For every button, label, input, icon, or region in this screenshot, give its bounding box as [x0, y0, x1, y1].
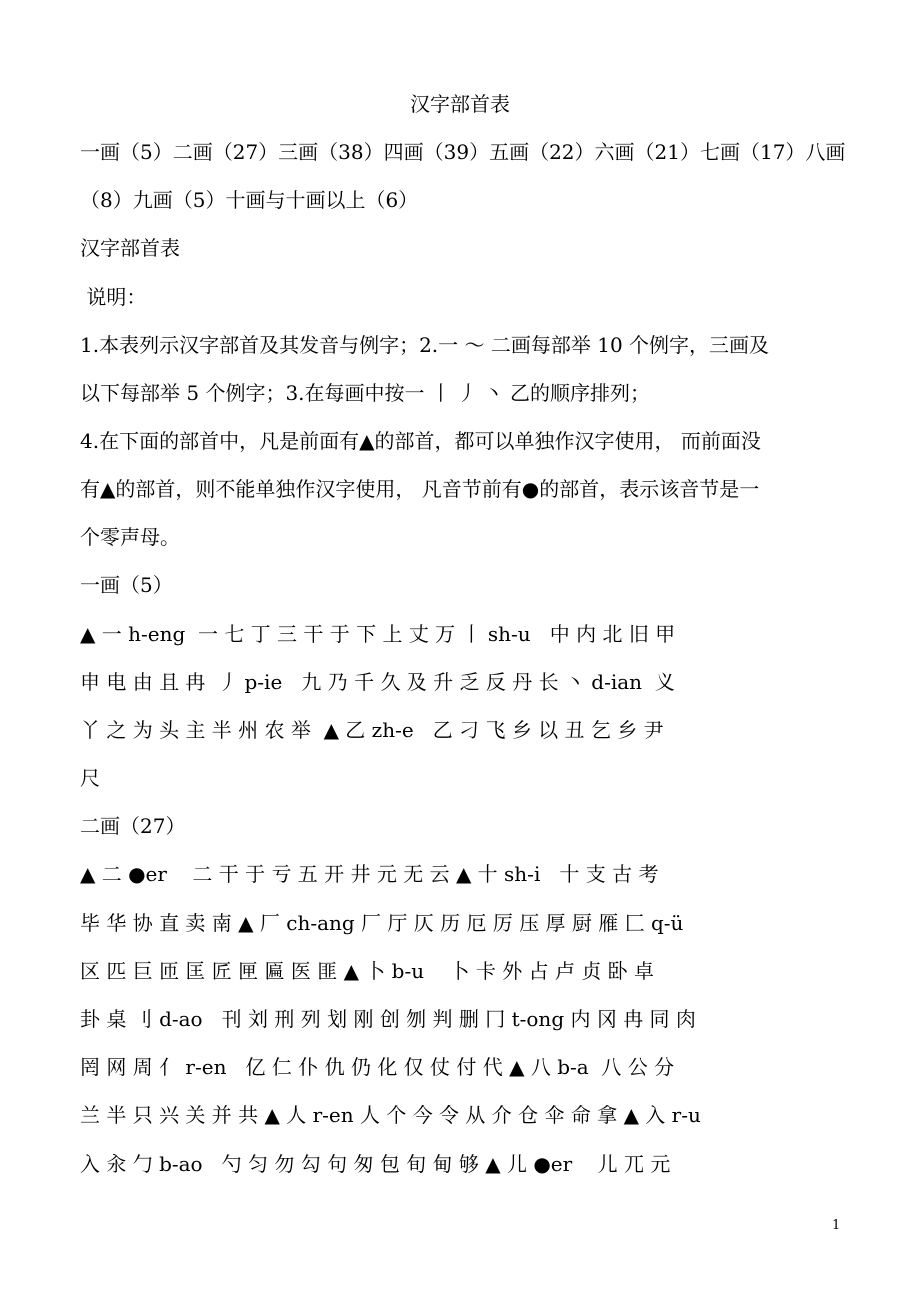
- stroke-2-title: 二画（27）: [80, 814, 186, 838]
- toc-line-1: 一画（5）二画（27）三画（38）四画（39）五画（22）六画（21）七画（17）八画: [80, 140, 846, 164]
- stroke-2-line: 罔 网 周 亻 r-en 亿 仁 仆 仇 仍 化 仅 仗 付 代 ▲ 八 b-a 八 公 分: [80, 1055, 675, 1079]
- stroke-2-line: ▲ 二 ●er 二 干 于 亏 五 开 井 元 无 云 ▲ 十 sh-i 十 支 古 考: [80, 862, 659, 886]
- stroke-2-line: 兰 半 只 兴 关 并 共 ▲ 人 r-en 人 个 今 令 从 介 仓 伞 命 拿 ▲ 入 r-u: [80, 1103, 701, 1127]
- section-heading: 汉字部首表: [80, 236, 180, 260]
- note-label: 说明：: [80, 285, 147, 309]
- stroke-1-title: 一画（5）: [80, 573, 173, 597]
- note-line-1: 1.本表列示汉字部首及其发音与例字；2.一 ～ 二画每部举 10 个例字，三画及: [80, 333, 770, 357]
- note-line-5: 个零声母。: [80, 525, 180, 549]
- stroke-2-line: 毕 华 协 直 卖 南 ▲ 厂 ch-ang 厂 厅 仄 历 厄 厉 压 厚 厨 雁 匚 q-ü: [80, 911, 684, 935]
- note-line-4: 有▲的部首，则不能单独作汉字使用， 凡音节前有●的部首，表示该音节是一: [80, 477, 760, 501]
- stroke-2-line: 卦 桌 刂 d-ao 刊 刘 刑 列 划 刚 创 刎 判 删 冂 t-ong 内 冈 冉 同 肉: [80, 1007, 696, 1031]
- page-title: 汉字部首表: [410, 92, 510, 116]
- stroke-2-line: 入 汆 勹 b-ao 勺 匀 勿 勾 句 匆 包 旬 甸 够 ▲ 儿 ●er 儿 兀 元: [80, 1152, 671, 1176]
- note-line-2: 以下每部举 5 个例字；3.在每画中按一 丨 丿 丶 乙的顺序排列；: [80, 381, 650, 405]
- note-line-3: 4.在下面的部首中，凡是前面有▲的部首，都可以单独作汉字使用， 而前面没: [80, 429, 761, 453]
- stroke-2-line: 区 匹 巨 匝 匡 匠 匣 匾 医 匪 ▲ 卜 b-u 卜 卡 外 占 卢 贞 卧 卓: [80, 959, 655, 983]
- stroke-1-line: 申 电 由 且 冉 丿 p-ie 九 乃 千 久 及 升 乏 反 丹 长 丶 d-ian 义: [80, 670, 675, 694]
- stroke-1-line: 尺: [80, 766, 100, 790]
- toc-line-2: （8）九画（5）十画与十画以上（6）: [80, 188, 419, 212]
- stroke-1-line: ▲ 一 h-eng 一 七 丁 三 干 于 下 上 丈 万 丨 sh-u 中 内 北 旧 甲: [80, 622, 676, 646]
- stroke-1-line: 丫 之 为 头 主 半 州 农 举 ▲ 乙 zh-e 乙 刁 飞 乡 以 丑 乞 乡 尹: [80, 718, 664, 742]
- page-number: 1: [832, 1218, 841, 1233]
